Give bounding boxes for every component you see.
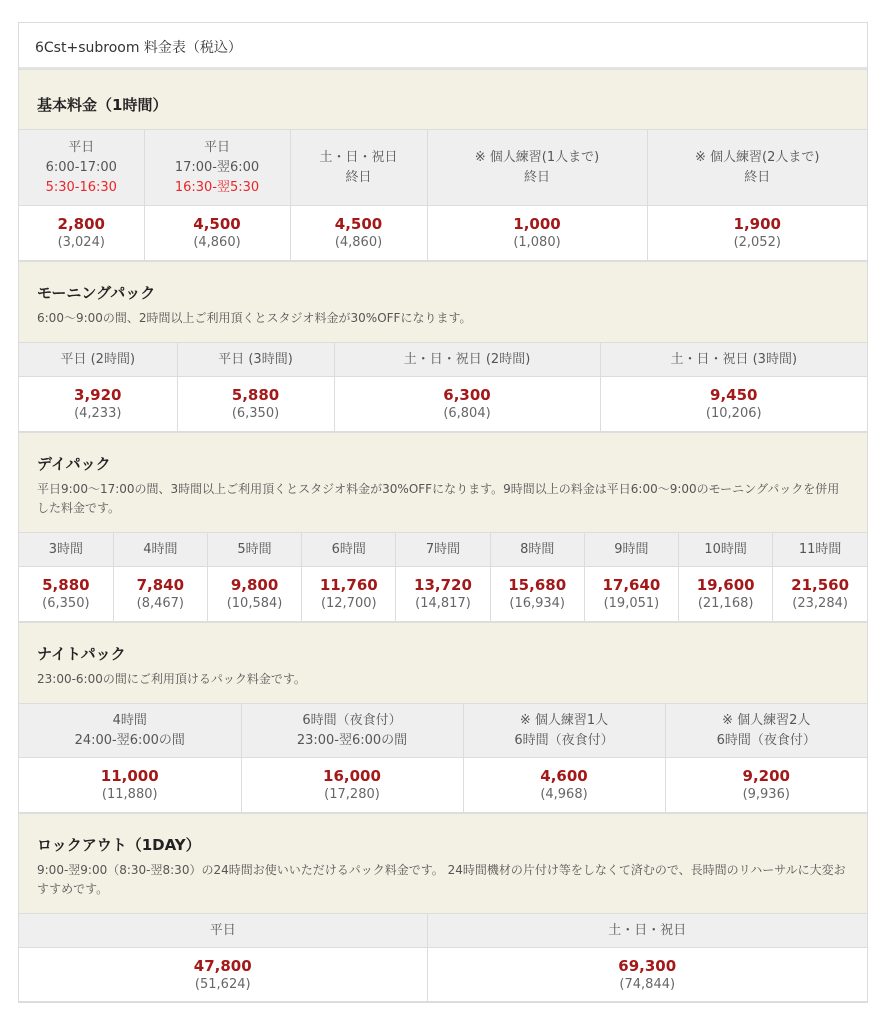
night-price-table [19, 703, 867, 813]
price: 5,880 [231, 386, 280, 404]
alt-time-range: 16:30-翌5:30 [174, 179, 260, 195]
lockout-heading: ロックアウト（1DAY） [37, 836, 201, 854]
time-range: 24:00-翌6:00の間 [74, 732, 185, 748]
label: 平日 [203, 139, 230, 155]
tax-price: (4,968) [540, 787, 588, 802]
price-cell [302, 567, 396, 622]
label: ※ 個人練習2人 [722, 712, 811, 728]
label: 6時間（夜食付） [302, 712, 402, 728]
morning-col-label: 平日 (3時間) [177, 343, 334, 377]
tax-price: (6,350) [42, 596, 90, 611]
tax-price: (10,584) [226, 596, 283, 611]
price: 11,000 [100, 767, 159, 785]
price-cell [19, 567, 113, 622]
price: 11,760 [319, 576, 378, 594]
price-cell [241, 758, 463, 813]
basic-col-weekday-night [144, 130, 290, 206]
tax-price: (8,467) [136, 596, 185, 611]
basic-col-holiday [290, 130, 427, 206]
price-cell [665, 758, 867, 813]
price-cell [19, 206, 144, 261]
tax-price: (9,936) [742, 787, 790, 802]
day-col-label: 10時間 [679, 533, 773, 567]
time-range: 6時間（夜食付） [514, 732, 614, 748]
price: 1,900 [733, 215, 781, 233]
price-cell [290, 206, 427, 261]
tax-price: (10,206) [705, 406, 762, 421]
tax-price: (51,624) [194, 976, 251, 992]
price-cell [334, 377, 600, 432]
time-range: 終日 [345, 169, 372, 185]
page-title: 6Cst+subroom 料金表（税込） [19, 23, 867, 69]
tax-price: (11,880) [101, 787, 158, 802]
night-heading: ナイトパック [37, 645, 126, 663]
lockout-section-header [19, 813, 867, 913]
day-col-label: 11時間 [773, 533, 867, 567]
label: ※ 個人練習(1人まで) [474, 149, 600, 165]
price: 4,600 [540, 767, 588, 785]
time-range: 終日 [744, 169, 771, 185]
tax-price: (4,233) [74, 406, 122, 421]
label: 4時間 [112, 712, 147, 728]
night-section-header [19, 622, 867, 703]
time-range: 終日 [523, 169, 550, 185]
day-col-label: 8時間 [490, 533, 584, 567]
time-range: 23:00-翌6:00の間 [296, 732, 408, 748]
tax-price: (6,350) [231, 406, 280, 421]
morning-col-label: 平日 (2時間) [19, 343, 177, 377]
night-col-header [463, 704, 665, 758]
price-cell [207, 567, 301, 622]
time-range: 6時間（夜食付） [716, 732, 816, 748]
tax-price: (2,052) [733, 235, 781, 250]
basic-col-solo2 [647, 130, 867, 206]
price: 5,880 [42, 576, 90, 594]
morning-col-label: 土・日・祝日 (3時間) [600, 343, 867, 377]
tax-price: (21,168) [697, 596, 754, 611]
day-col-label: 6時間 [302, 533, 396, 567]
tax-price: (1,080) [513, 235, 561, 250]
price: 2,800 [57, 215, 105, 233]
tax-price: (17,280) [324, 787, 380, 802]
price: 69,300 [618, 956, 677, 975]
price-cell [113, 567, 207, 622]
price-cell [19, 377, 177, 432]
basic-section-header [19, 69, 867, 129]
price-cell [144, 206, 290, 261]
day-description: 平日9:00〜17:00の間、3時間以上ご利用頂くとスタジオ料金が30%OFFになります。9時間以上の料金は平日6:00〜9:00のモーニングパックを併用した料金です。 [37, 482, 840, 515]
price-cell [490, 567, 584, 622]
tax-price: (4,860) [334, 235, 383, 250]
price-cell [773, 567, 867, 622]
price-table-container [18, 22, 868, 1003]
price: 19,600 [696, 576, 755, 594]
price: 16,000 [323, 767, 381, 785]
day-col-label: 5時間 [207, 533, 301, 567]
label: 土・日・祝日 [319, 149, 398, 165]
price: 3,920 [74, 386, 122, 404]
price: 6,300 [443, 386, 491, 404]
price: 1,000 [513, 215, 561, 233]
price: 4,500 [193, 215, 241, 233]
morning-heading: モーニングパック [37, 284, 156, 302]
tax-price: (3,024) [57, 235, 105, 250]
price: 9,450 [710, 386, 758, 404]
day-col-label: 9時間 [584, 533, 678, 567]
tax-price: (74,844) [619, 976, 676, 992]
tax-price: (14,817) [415, 596, 471, 611]
lockout-col-label: 平日 [19, 914, 427, 948]
price-cell [600, 377, 867, 432]
basic-price-table [19, 129, 867, 261]
basic-col-weekday-day [19, 130, 144, 206]
lockout-price-table [19, 913, 867, 1002]
label: 平日 [68, 139, 95, 155]
basic-col-solo1 [427, 130, 647, 206]
night-description: 23:00-6:00の間にご利用頂けるパック料金です。 [37, 672, 306, 686]
alt-time-range: 5:30-16:30 [45, 179, 117, 195]
tax-price: (6,804) [443, 406, 491, 421]
night-col-header [241, 704, 463, 758]
price: 9,800 [230, 576, 279, 594]
price-cell [584, 567, 678, 622]
day-col-label: 4時間 [113, 533, 207, 567]
price: 9,200 [742, 767, 790, 785]
time-range: 17:00-翌6:00 [174, 159, 260, 175]
label: ※ 個人練習(2人まで) [695, 149, 820, 165]
price: 21,560 [791, 576, 850, 594]
price-cell [396, 567, 490, 622]
price-cell [19, 948, 427, 1002]
morning-section-header [19, 261, 867, 342]
tax-price: (4,860) [193, 235, 241, 250]
night-col-header [665, 704, 867, 758]
tax-price: (19,051) [603, 596, 660, 611]
lockout-col-label: 土・日・祝日 [427, 914, 867, 948]
time-range: 6:00-17:00 [45, 159, 117, 175]
price: 15,680 [508, 576, 567, 594]
price: 13,720 [414, 576, 472, 594]
price-cell [427, 948, 867, 1002]
morning-price-table [19, 342, 867, 432]
price-cell [177, 377, 334, 432]
label: ※ 個人練習1人 [519, 712, 609, 728]
price: 7,840 [136, 576, 185, 594]
price-cell [19, 758, 241, 813]
day-col-label: 3時間 [19, 533, 113, 567]
day-heading: デイパック [37, 455, 111, 473]
price-cell [679, 567, 773, 622]
day-section-header [19, 432, 867, 532]
price-cell [427, 206, 647, 261]
basic-heading: 基本料金（1時間） [37, 96, 168, 114]
tax-price: (23,284) [792, 596, 848, 611]
price: 4,500 [334, 215, 383, 233]
price-cell [647, 206, 867, 261]
tax-price: (16,934) [509, 596, 566, 611]
day-price-table [19, 532, 867, 622]
lockout-description: 9:00-翌9:00（8:30-翌8:30）の24時間お使いいただけるパック料金です。 24時間機材の片付け等をしなくて済むので、長時間のリハーサルに大変おすすめです。 [37, 863, 846, 896]
price: 17,640 [602, 576, 661, 594]
price-cell [463, 758, 665, 813]
night-col-header [19, 704, 241, 758]
price: 47,800 [193, 956, 252, 975]
morning-description: 6:00〜9:00の間、2時間以上ご利用頂くとスタジオ料金が30%OFFになります。 [37, 311, 472, 325]
day-col-label: 7時間 [396, 533, 490, 567]
tax-price: (12,700) [320, 596, 377, 611]
morning-col-label: 土・日・祝日 (2時間) [334, 343, 600, 377]
